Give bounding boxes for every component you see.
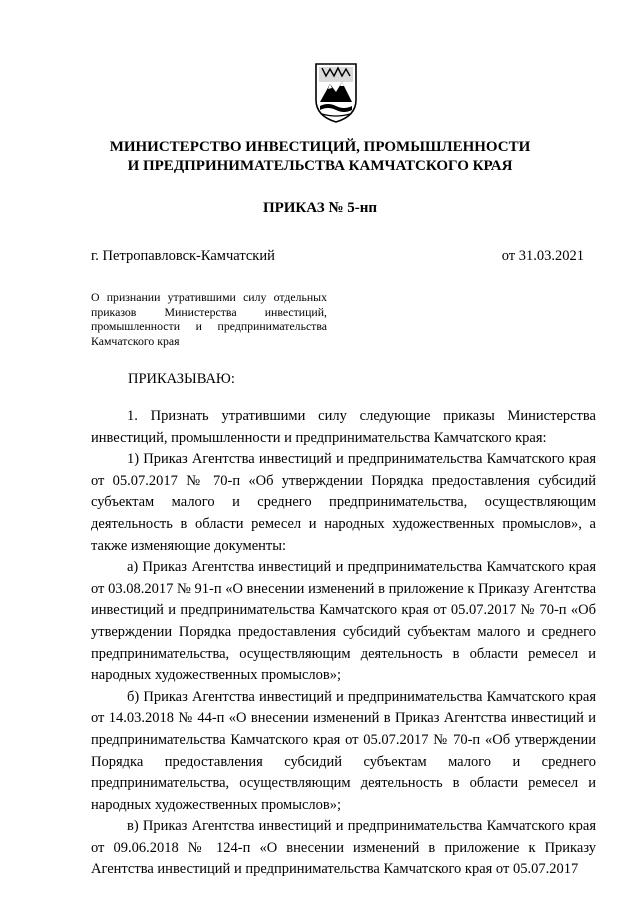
order-title: ПРИКАЗ № 5-нп [262,200,378,216]
order-subject [91,290,327,348]
ministry-name-line-2: И ПРЕДПРИНИМАТЕЛЬСТВА КАМЧАТСКОГО КРАЯ [127,158,513,174]
body-paragraph: в) Приказ Агентства инвестиций и предпринимательства Камчатского края от 09.06.2018 № 124-п «О внесении изменений в приложение к Приказу Агентства инвестиций и предпринимательства Камчатского края от 05.07.2017 [91,818,596,878]
kamchatka-coat-of-arms-icon [312,62,360,124]
body-paragraph: 1. Признать утратившими силу следующие приказы Министерства инвестиций, промышленности и предпринимательства Камчатского края: [91,408,596,446]
body-paragraph: 1) Приказ Агентства инвестиций и предпринимательства Камчатского края от 05.07.2017 № 70-п «Об утверждении Порядка предоставления субсидий субъектам малого и среднего предпринимательства, осуществляющим деятельность в области ремесел и народных художественных промыслов», а также изменяющие документы: [91,451,596,554]
ministry-name [60,138,580,176]
subject-line: приказов Министерства инвестиций, [91,304,327,319]
body-paragraph: а) Приказ Агентства инвестиций и предпринимательства Камчатского края от 03.08.2017 № 91-п «О внесении изменений в приложение к Приказу Агентства инвестиций и предпринимательства Камчатского края от 05.07.2017 № 70-п «Об утверждении Порядка предоставления субсидий субъектам малого и среднего предпринимательства, осуществляющим деятельность в области ремесел и народных художественных промыслов»; [91,559,596,684]
subject-line: О признании утратившими силу отдельных [91,290,327,304]
order-directive: ПРИКАЗЫВАЮ: [128,371,235,387]
order-date: от 31.03.2021 [501,248,584,264]
subject-line: Камчатского края [91,333,180,348]
order-body [91,406,596,881]
body-paragraph: б) Приказ Агентства инвестиций и предпринимательства Камчатского края от 14.03.2018 № 44-п «О внесении изменений в Приказ Агентства инвестиций и предпринимательства Камчатского края от 05.07.2017 № 70-п «Об утверждении Порядка предоставления субсидий субъектам малого и среднего предпринимательства, осуществляющим деятельность в области ремесел и народных художественных промыслов»; [91,688,596,813]
city: г. Петропавловск-Камчатский [91,248,275,264]
subject-line: промышленности и предпринимательства [91,319,327,333]
ministry-name-line-1: МИНИСТЕРСТВО ИНВЕСТИЦИЙ, ПРОМЫШЛЕННОСТИ [109,139,531,155]
